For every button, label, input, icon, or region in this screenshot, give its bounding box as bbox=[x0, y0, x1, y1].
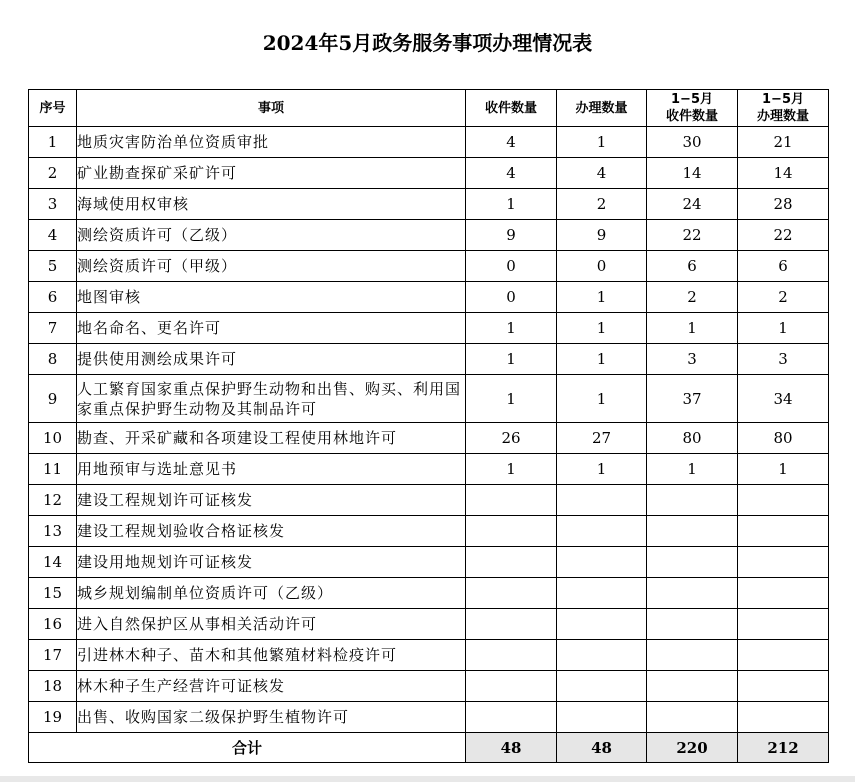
row-received bbox=[466, 640, 557, 671]
row-index: 5 bbox=[29, 251, 77, 282]
row-processed: 1 bbox=[557, 127, 647, 158]
row-processed bbox=[557, 547, 647, 578]
row-index: 7 bbox=[29, 313, 77, 344]
header-item: 事项 bbox=[77, 90, 466, 127]
row-item-name: 地图审核 bbox=[77, 282, 466, 313]
row-received bbox=[466, 485, 557, 516]
row-ytd-received: 37 bbox=[647, 375, 738, 423]
header-ytd-processed bbox=[738, 90, 829, 127]
row-received: 4 bbox=[466, 158, 557, 189]
row-item-name: 测绘资质许可（乙级） bbox=[77, 220, 466, 251]
row-processed: 1 bbox=[557, 454, 647, 485]
table-row bbox=[29, 127, 829, 158]
row-ytd-received: 1 bbox=[647, 454, 738, 485]
row-ytd-processed: 22 bbox=[738, 220, 829, 251]
row-item-name: 用地预审与选址意见书 bbox=[77, 454, 466, 485]
row-received: 1 bbox=[466, 189, 557, 220]
row-index: 18 bbox=[29, 671, 77, 702]
table-row bbox=[29, 251, 829, 282]
row-index: 13 bbox=[29, 516, 77, 547]
row-item-name: 矿业勘查探矿采矿许可 bbox=[77, 158, 466, 189]
row-received: 1 bbox=[466, 313, 557, 344]
row-ytd-received bbox=[647, 547, 738, 578]
row-received: 26 bbox=[466, 423, 557, 454]
row-ytd-processed bbox=[738, 578, 829, 609]
row-received: 1 bbox=[466, 375, 557, 423]
row-index: 16 bbox=[29, 609, 77, 640]
row-ytd-processed: 28 bbox=[738, 189, 829, 220]
row-ytd-processed: 34 bbox=[738, 375, 829, 423]
row-index: 6 bbox=[29, 282, 77, 313]
total-label: 合计 bbox=[29, 733, 466, 763]
row-processed: 9 bbox=[557, 220, 647, 251]
row-processed: 2 bbox=[557, 189, 647, 220]
row-processed: 1 bbox=[557, 375, 647, 423]
row-item-name: 提供使用测绘成果许可 bbox=[77, 344, 466, 375]
row-item-name: 林木种子生产经营许可证核发 bbox=[77, 671, 466, 702]
table-row bbox=[29, 158, 829, 189]
header-index: 序号 bbox=[29, 90, 77, 127]
row-ytd-processed: 14 bbox=[738, 158, 829, 189]
row-index: 4 bbox=[29, 220, 77, 251]
table-row bbox=[29, 547, 829, 578]
row-index: 11 bbox=[29, 454, 77, 485]
row-received bbox=[466, 702, 557, 733]
row-ytd-received: 2 bbox=[647, 282, 738, 313]
row-ytd-received bbox=[647, 485, 738, 516]
row-index: 15 bbox=[29, 578, 77, 609]
row-item-name: 勘查、开采矿藏和各项建设工程使用林地许可 bbox=[77, 423, 466, 454]
row-ytd-processed bbox=[738, 702, 829, 733]
header-received: 收件数量 bbox=[466, 90, 557, 127]
row-ytd-received: 80 bbox=[647, 423, 738, 454]
row-processed: 1 bbox=[557, 282, 647, 313]
row-item-name: 人工繁育国家重点保护野生动物和出售、购买、利用国家重点保护野生动物及其制品许可 bbox=[77, 375, 466, 423]
table-row bbox=[29, 702, 829, 733]
row-processed bbox=[557, 609, 647, 640]
row-received: 0 bbox=[466, 251, 557, 282]
row-ytd-received bbox=[647, 578, 738, 609]
table-row bbox=[29, 220, 829, 251]
row-ytd-processed: 1 bbox=[738, 313, 829, 344]
table-row bbox=[29, 485, 829, 516]
table-row bbox=[29, 640, 829, 671]
table-body bbox=[29, 127, 829, 733]
row-processed: 1 bbox=[557, 313, 647, 344]
row-received bbox=[466, 516, 557, 547]
row-ytd-processed bbox=[738, 485, 829, 516]
row-ytd-received bbox=[647, 516, 738, 547]
table-row bbox=[29, 516, 829, 547]
row-index: 1 bbox=[29, 127, 77, 158]
row-index: 8 bbox=[29, 344, 77, 375]
table-row bbox=[29, 344, 829, 375]
row-item-name: 引进林木种子、苗木和其他繁殖材料检疫许可 bbox=[77, 640, 466, 671]
row-ytd-processed bbox=[738, 516, 829, 547]
header-processed: 办理数量 bbox=[557, 90, 647, 127]
row-index: 3 bbox=[29, 189, 77, 220]
row-ytd-processed bbox=[738, 609, 829, 640]
row-processed: 4 bbox=[557, 158, 647, 189]
row-processed bbox=[557, 485, 647, 516]
row-item-name: 测绘资质许可（甲级） bbox=[77, 251, 466, 282]
total-processed: 48 bbox=[557, 733, 647, 763]
row-processed bbox=[557, 671, 647, 702]
row-received bbox=[466, 671, 557, 702]
row-ytd-processed: 21 bbox=[738, 127, 829, 158]
row-index: 17 bbox=[29, 640, 77, 671]
row-ytd-received: 24 bbox=[647, 189, 738, 220]
table-header-row bbox=[29, 90, 829, 127]
table-row bbox=[29, 375, 829, 423]
row-item-name: 建设工程规划验收合格证核发 bbox=[77, 516, 466, 547]
bottom-scroll-strip bbox=[0, 776, 855, 782]
row-received bbox=[466, 578, 557, 609]
header-ytd-processed-period: 1−5月 bbox=[762, 92, 804, 107]
page-title: 2024年5月政务服务事项办理情况表 bbox=[262, 31, 593, 55]
row-ytd-received bbox=[647, 609, 738, 640]
row-index: 2 bbox=[29, 158, 77, 189]
row-ytd-received: 6 bbox=[647, 251, 738, 282]
row-received: 1 bbox=[466, 344, 557, 375]
row-index: 19 bbox=[29, 702, 77, 733]
row-item-name: 城乡规划编制单位资质许可（乙级） bbox=[77, 578, 466, 609]
row-ytd-processed: 2 bbox=[738, 282, 829, 313]
row-ytd-received: 3 bbox=[647, 344, 738, 375]
total-ytd-received: 220 bbox=[647, 733, 738, 763]
table-row bbox=[29, 578, 829, 609]
row-received: 9 bbox=[466, 220, 557, 251]
row-ytd-processed: 1 bbox=[738, 454, 829, 485]
row-index: 12 bbox=[29, 485, 77, 516]
service-stats-table bbox=[28, 89, 829, 763]
row-item-name: 地名命名、更名许可 bbox=[77, 313, 466, 344]
row-ytd-received: 1 bbox=[647, 313, 738, 344]
row-processed bbox=[557, 578, 647, 609]
row-received: 1 bbox=[466, 454, 557, 485]
row-ytd-received bbox=[647, 702, 738, 733]
table-row bbox=[29, 423, 829, 454]
row-ytd-processed: 3 bbox=[738, 344, 829, 375]
row-index: 9 bbox=[29, 375, 77, 423]
row-processed: 1 bbox=[557, 344, 647, 375]
row-ytd-processed bbox=[738, 640, 829, 671]
table-row bbox=[29, 671, 829, 702]
row-received bbox=[466, 609, 557, 640]
total-received: 48 bbox=[466, 733, 557, 763]
header-ytd-received-period: 1−5月 bbox=[671, 92, 713, 107]
row-processed bbox=[557, 640, 647, 671]
table-row bbox=[29, 454, 829, 485]
table-row bbox=[29, 189, 829, 220]
row-processed bbox=[557, 702, 647, 733]
row-ytd-processed bbox=[738, 547, 829, 578]
total-row bbox=[29, 733, 829, 763]
row-ytd-processed: 80 bbox=[738, 423, 829, 454]
row-item-name: 出售、收购国家二级保护野生植物许可 bbox=[77, 702, 466, 733]
row-ytd-received: 14 bbox=[647, 158, 738, 189]
row-received: 0 bbox=[466, 282, 557, 313]
row-ytd-received: 22 bbox=[647, 220, 738, 251]
row-ytd-received: 30 bbox=[647, 127, 738, 158]
row-item-name: 建设用地规划许可证核发 bbox=[77, 547, 466, 578]
table-row bbox=[29, 609, 829, 640]
row-ytd-received bbox=[647, 671, 738, 702]
header-ytd-received-label: 收件数量 bbox=[665, 109, 718, 124]
row-received: 4 bbox=[466, 127, 557, 158]
table-row bbox=[29, 282, 829, 313]
row-processed: 0 bbox=[557, 251, 647, 282]
row-index: 10 bbox=[29, 423, 77, 454]
row-received bbox=[466, 547, 557, 578]
row-item-name: 进入自然保护区从事相关活动许可 bbox=[77, 609, 466, 640]
row-item-name: 海域使用权审核 bbox=[77, 189, 466, 220]
row-ytd-processed bbox=[738, 671, 829, 702]
row-index: 14 bbox=[29, 547, 77, 578]
total-ytd-processed: 212 bbox=[738, 733, 829, 763]
row-ytd-processed: 6 bbox=[738, 251, 829, 282]
row-processed bbox=[557, 516, 647, 547]
row-item-name: 建设工程规划许可证核发 bbox=[77, 485, 466, 516]
header-ytd-received bbox=[647, 90, 738, 127]
table-row bbox=[29, 313, 829, 344]
row-item-name: 地质灾害防治单位资质审批 bbox=[77, 127, 466, 158]
row-ytd-received bbox=[647, 640, 738, 671]
row-processed: 27 bbox=[557, 423, 647, 454]
header-ytd-processed-label: 办理数量 bbox=[756, 109, 809, 124]
